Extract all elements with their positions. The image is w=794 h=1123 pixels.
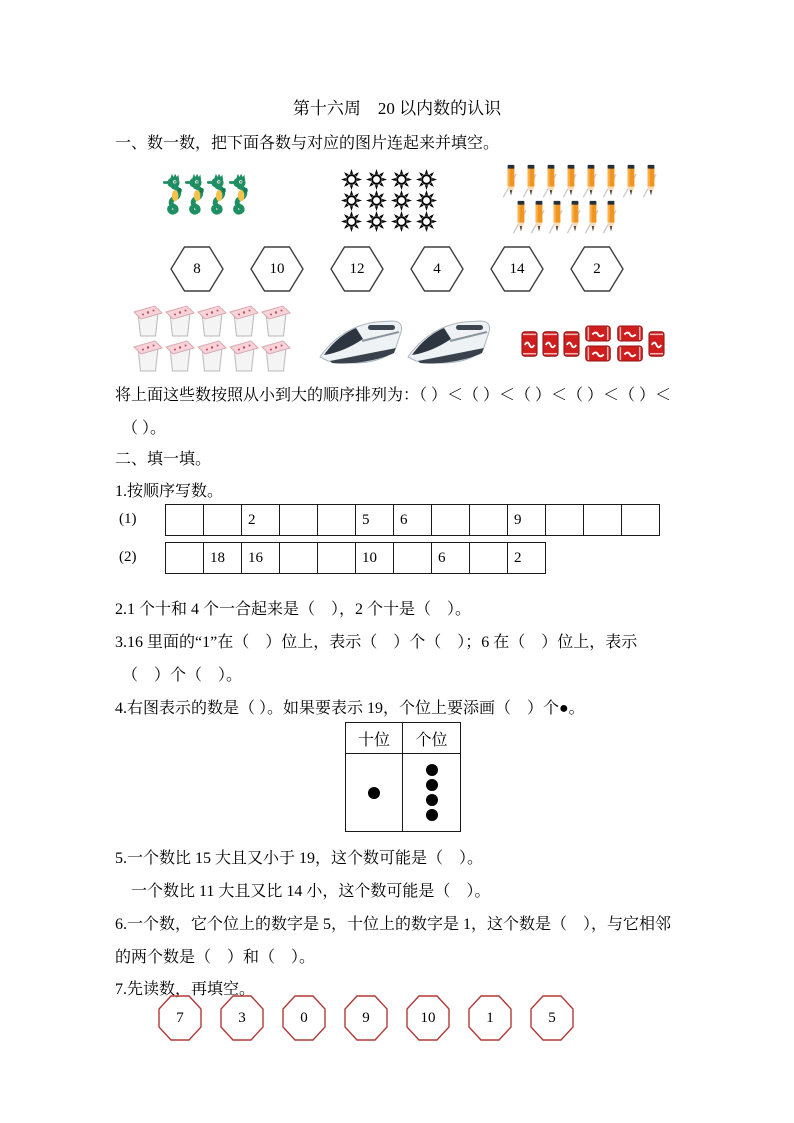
sequence-cell	[279, 504, 318, 536]
pencil-icon	[582, 164, 600, 198]
yogurt-cup-icon	[165, 338, 195, 372]
yogurt-cup-icon	[197, 338, 227, 372]
yogurt-cup-icon	[133, 303, 163, 337]
star-icon	[366, 190, 387, 211]
yogurt-cup-icon	[261, 303, 291, 337]
sequence-cell	[241, 542, 280, 574]
place-value-table	[345, 722, 461, 832]
yogurt-cup-icon	[229, 303, 259, 337]
octagon-number	[344, 995, 388, 1041]
pencil-icon	[530, 200, 548, 234]
q3-text-line1: 3.16 里面的“1”在（ ）位上，表示（ ）个（ ）；6 在（ ）位上，表示	[115, 634, 638, 651]
counting-dot	[426, 809, 438, 821]
sequence-cell	[469, 504, 508, 536]
ones-place-header: 个位	[403, 723, 460, 754]
sequence-cell	[317, 504, 356, 536]
q6-text-line2: 的两个数是（ ）和（ ）。	[115, 949, 316, 966]
pencil-group-row1	[502, 164, 660, 198]
octagon-number	[220, 995, 264, 1041]
star-icon	[391, 211, 412, 232]
sequence-cell	[621, 504, 660, 536]
seahorse-icon	[185, 168, 206, 220]
sequence-cell	[165, 542, 204, 574]
sequence-cell	[545, 504, 584, 536]
hexagon-number	[170, 246, 224, 292]
tens-place-dots	[346, 754, 403, 831]
yogurt-cup-group	[133, 303, 293, 373]
seahorse-icon	[229, 168, 250, 220]
star-icon	[341, 190, 362, 211]
octagon-number-label: 9	[362, 1009, 370, 1026]
hexagon-number	[330, 246, 384, 292]
q5-text-line2: 一个数比 11 大且又比 14 小，这个数可能是（ ）。	[131, 883, 491, 900]
hexagon-number	[490, 246, 544, 292]
pencil-icon	[562, 164, 580, 198]
yogurt-cup-icon	[165, 303, 195, 337]
q4-text: 4.右图表示的数是（ ）。如果要表示 19，个位上要添画（ ）个●。	[115, 700, 585, 717]
sequence-cell	[165, 504, 204, 536]
sequence-cell-value: 2	[514, 549, 522, 566]
pencil-icon	[548, 200, 566, 234]
pencil-icon	[622, 164, 640, 198]
star-icon	[366, 211, 387, 232]
sequence-cell-value: 2	[248, 511, 256, 528]
sequence-cell-value: 5	[362, 511, 370, 528]
sequence-cell	[393, 504, 432, 536]
octagon-number	[406, 995, 450, 1041]
octagon-number	[158, 995, 202, 1041]
octagon-number	[468, 995, 512, 1041]
order-prompt-line1: 将上面这些数按照从小到大的顺序排列为：（ ）＜（ ）＜（ ）＜（ ）＜（ ）＜	[115, 387, 672, 404]
hexagon-number-row	[170, 246, 624, 292]
sequence-cell	[355, 504, 394, 536]
counting-dot	[426, 764, 438, 776]
octagon-number-label: 5	[548, 1009, 556, 1026]
train-group	[318, 310, 492, 370]
star-icon	[416, 190, 437, 211]
pencil-icon	[566, 200, 584, 234]
q2-text: 2.1 个十和 4 个一合起来是（ ），2 个十是（ ）。	[115, 601, 472, 618]
cola-can-icon	[563, 330, 580, 358]
section1-heading: 一、数一数，把下面各数与对应的图片连起来并填空。	[115, 135, 500, 152]
q1-row2-label: (2)	[119, 549, 137, 565]
pencil-icon	[602, 164, 620, 198]
cola-cans-vertical-left	[521, 330, 580, 358]
seahorse-icon	[207, 168, 228, 220]
star-icon	[341, 211, 362, 232]
ones-place-dots	[403, 754, 460, 831]
octagon-number-label: 10	[420, 1009, 436, 1026]
q1-row1-label: (1)	[119, 511, 137, 527]
hexagon-number	[570, 246, 624, 292]
sequence-cell	[317, 542, 356, 574]
cola-can-icon	[616, 345, 644, 362]
sequence-cell	[469, 542, 508, 574]
counting-dot	[368, 787, 380, 799]
sequence-cell-value: 10	[362, 549, 377, 566]
pencil-icon	[512, 200, 530, 234]
sequence-cell-value: 6	[400, 511, 408, 528]
hexagon-number	[250, 246, 304, 292]
sequence-cell-value: 6	[438, 549, 446, 566]
star-icon	[391, 190, 412, 211]
pencil-icon	[542, 164, 560, 198]
star-icon	[416, 169, 437, 190]
octagon-number-row	[158, 995, 574, 1041]
hexagon-number	[410, 246, 464, 292]
pencil-icon	[602, 200, 620, 234]
sequence-cell	[431, 542, 470, 574]
sequence-cell	[583, 504, 622, 536]
star-icon	[391, 169, 412, 190]
cola-can-icon	[648, 330, 665, 358]
octagon-number-label: 7	[176, 1009, 184, 1026]
sequence-cell	[203, 542, 242, 574]
q1-text: 1.按顺序写数。	[115, 483, 224, 500]
sequence-cell	[431, 504, 470, 536]
star-group	[341, 169, 441, 232]
yogurt-cup-icon	[197, 303, 227, 337]
sequence-cell	[241, 504, 280, 536]
sequence-cell	[507, 542, 546, 574]
train-icon	[318, 310, 404, 370]
star-icon	[341, 169, 362, 190]
pencil-icon	[584, 200, 602, 234]
sequence-cell	[203, 504, 242, 536]
cola-can-icon	[584, 325, 612, 342]
star-icon	[416, 211, 437, 232]
hexagon-number-label: 10	[269, 260, 285, 277]
octagon-number-label: 0	[300, 1009, 308, 1026]
star-icon	[366, 169, 387, 190]
sequence-cell	[355, 542, 394, 574]
counting-dot	[426, 794, 438, 806]
sequence-table-2	[165, 542, 546, 574]
section2-heading: 二、填一填。	[115, 451, 212, 468]
cola-can-icon	[616, 325, 644, 342]
train-icon	[406, 310, 492, 370]
q5-text-line1: 5.一个数比 15 大且又小于 19，这个数可能是（ ）。	[115, 850, 484, 867]
q6-text-line1: 6.一个数，它个位上的数字是 5，十位上的数字是 1，这个数是（ ），与它相邻	[115, 916, 672, 933]
sequence-cell-value: 18	[210, 549, 225, 566]
sequence-cell	[279, 542, 318, 574]
tens-place-header: 十位	[346, 723, 403, 754]
page-title: 第十六周 20 以内数的认识	[292, 99, 502, 118]
yogurt-cup-icon	[261, 338, 291, 372]
pencil-icon	[502, 164, 520, 198]
q3-text-line2: （ ）个（ ）。	[122, 667, 243, 684]
octagon-number-label: 3	[238, 1009, 246, 1026]
cola-can-group	[521, 325, 665, 362]
sequence-cell	[507, 504, 546, 536]
sequence-table-1	[165, 504, 660, 536]
seahorse-group	[163, 168, 250, 220]
pencil-icon	[642, 164, 660, 198]
cola-can-icon	[521, 330, 538, 358]
hexagon-number-label: 2	[593, 260, 601, 277]
cola-cans-stack-1	[584, 325, 612, 362]
hexagon-number-label: 12	[349, 260, 365, 277]
cola-can-icon	[584, 345, 612, 362]
pencil-icon	[522, 164, 540, 198]
hexagon-number-label: 4	[433, 260, 441, 277]
cola-cans-vertical-right	[648, 330, 665, 358]
sequence-cell-value: 9	[514, 511, 522, 528]
order-prompt-line2: （ ）。	[122, 420, 167, 437]
octagon-number-label: 1	[486, 1009, 494, 1026]
octagon-number	[282, 995, 326, 1041]
cola-can-icon	[542, 330, 559, 358]
hexagon-number-label: 14	[509, 260, 525, 277]
sequence-cell	[393, 542, 432, 574]
hexagon-number-label: 8	[193, 260, 201, 277]
cola-cans-stack-2	[616, 325, 644, 362]
pencil-group-row2	[512, 200, 620, 234]
yogurt-cup-icon	[133, 338, 163, 372]
counting-dot	[426, 779, 438, 791]
seahorse-icon	[163, 168, 184, 220]
octagon-number	[530, 995, 574, 1041]
yogurt-cup-icon	[229, 338, 259, 372]
q7-text: 7.先读数，再填空。	[115, 981, 256, 998]
sequence-cell-value: 16	[248, 549, 263, 566]
